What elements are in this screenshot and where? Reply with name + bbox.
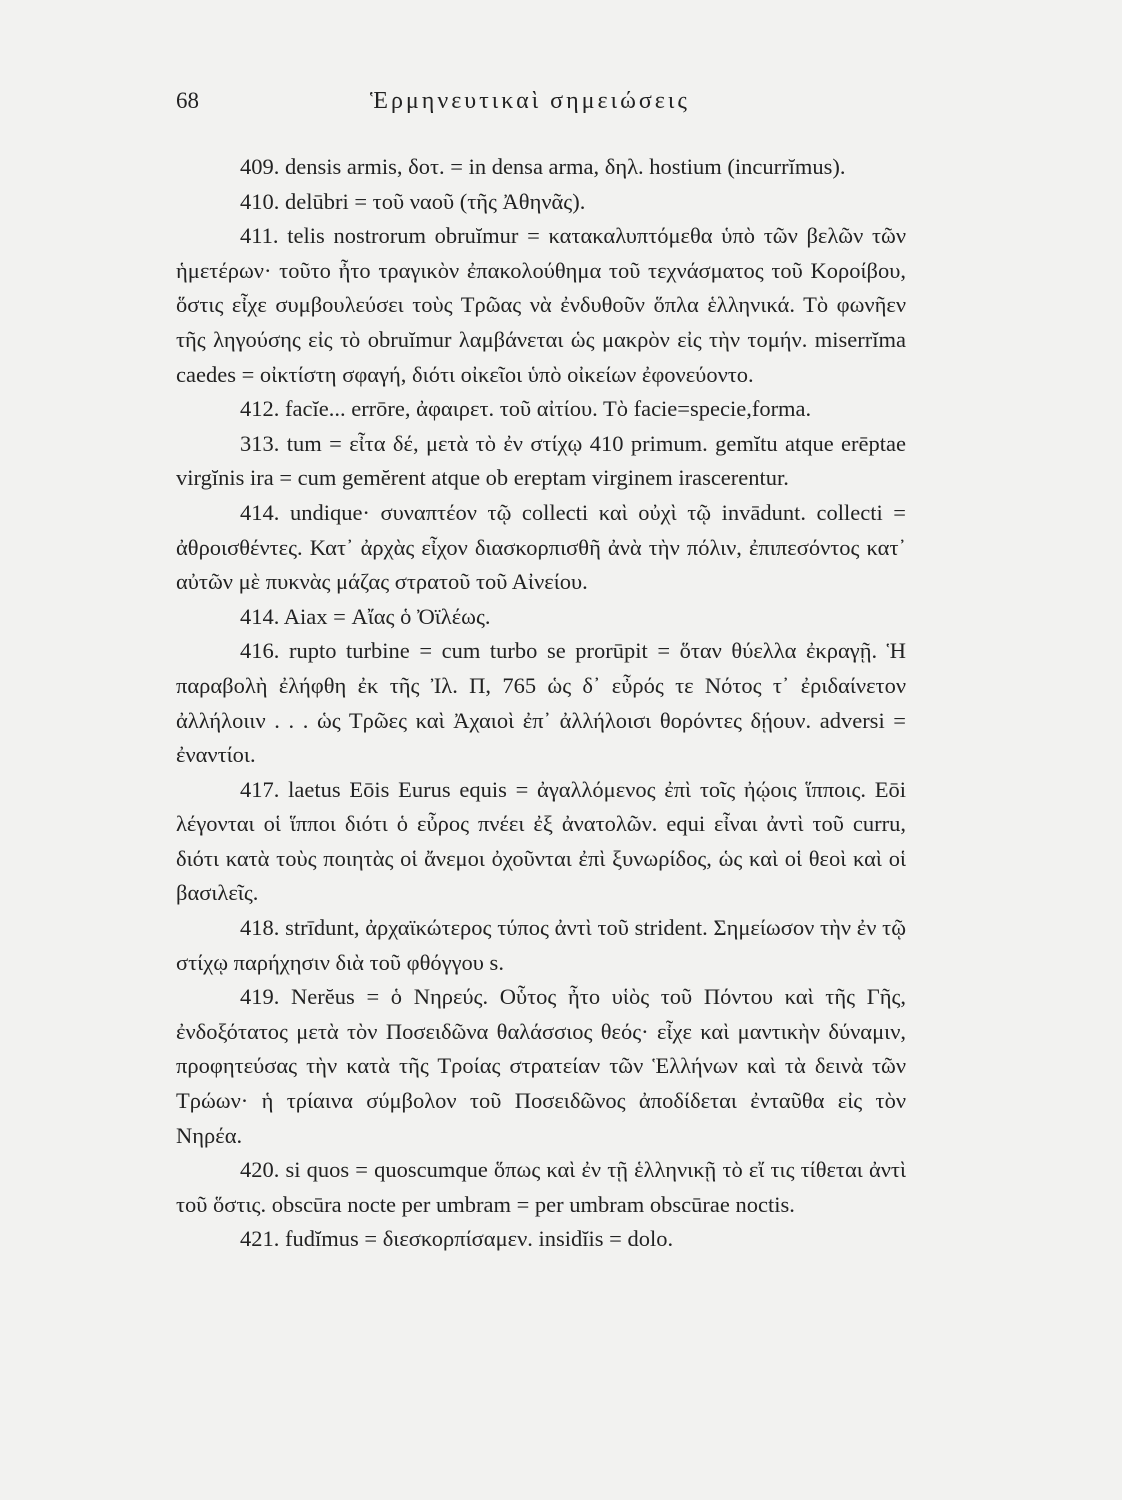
note-text: strīdunt, ἀρχαϊκώτερος τύπος ἀντὶ τοῦ strident. Σημείωσον τὴν ἐν τῷ στίχῳ παρήχησιν διὰ τοῦ φθόγγου s. — [176, 915, 907, 975]
note-419 — [176, 980, 906, 1153]
note-number: 419. — [240, 984, 280, 1010]
note-number: 412. — [240, 396, 280, 422]
note-421 — [176, 1222, 906, 1257]
running-head — [176, 88, 896, 118]
note-410 — [176, 185, 906, 220]
note-text: delūbri = τοῦ ναοῦ (τῆς Ἀθηνᾶς). — [285, 188, 586, 214]
note-number: 411. — [240, 223, 279, 249]
note-text: si quos = quoscumque ὅπως καὶ ἐν τῇ ἑλληνικῇ τὸ εἴ τις τίθεται ἀντὶ τοῦ ὅστις. obscūra nocte per umbram = per umbram obscūrae noctis. — [176, 1157, 906, 1217]
page-number: 68 — [176, 88, 199, 113]
note-text: Aiax = Αἴας ὁ Ὀϊλέως. — [283, 603, 491, 629]
note-420 — [176, 1153, 906, 1222]
note-number: 414. — [240, 603, 280, 629]
note-418 — [176, 911, 906, 980]
note-text: laetus Eōis Eurus equis = ἀγαλλόμενος ἐπὶ τοῖς ἠῴοις ἵπποις. Eōi λέγονται οἱ ἵπποι διότι ὁ εὖρος πνέει ἐξ ἀνατολῶν. equi εἶναι ἀντὶ τοῦ curru, διότι κατὰ τοὺς ποιητὰς οἱ ἄνεμοι ὀχοῦνται ἐπὶ ξυνωρίδος, ὡς καὶ οἱ θεοὶ καὶ οἱ βασιλεῖς. — [176, 776, 907, 906]
note-text: telis nostrorum obruĭmur = κατακαλυπτόμεθα ὑπὸ τῶν βελῶν τῶν ἡμετέρων· τοῦτο ἦτο τραγικὸν ἐπακολούθημα τοῦ τεχνάσματος τοῦ Κοροίβου, ὅστις εἶχε συμβουλεύσει τοὺς Τρῶας νὰ ἐνδυθοῦν ὅπλα ἑλληνικά. Τὸ φωνῆεν τῆς ληγούσης εἰς τὸ obruĭmur λαμβάνεται ὡς μακρὸν εἰς τὴν τομήν. miserrĭma caedes = οἰκτίστη σφαγή, διότι οἰκεῖοι ὑπὸ οἰκείων ἐφονεύοντο. — [176, 223, 906, 387]
note-text: tum = εἶτα δέ, μετὰ τὸ ἐν στίχῳ 410 primum. gemĭtu atque erēptae virgĭnis ira = cum gemĕrent atque ob ereptam virginem irascerentur. — [176, 430, 906, 491]
note-417 — [176, 773, 906, 911]
note-text: facĭe... errōre, ἀφαιρετ. τοῦ αἰτίου. Τὸ facie=specie,forma. — [285, 396, 812, 422]
note-number: 420. — [240, 1157, 280, 1183]
note-text: rupto turbine = cum turbo se prorūpit = ὅταν θύελλα ἐκραγῇ. Ἡ παραβολὴ ἐλήφθη ἐκ τῆς Ἰλ. Π, 765 ὡς δ᾽ εὖρός τε Νότος τ᾽ ἐριδαίνετον ἀλλήλοιιν . . . ὡς Τρῶες καὶ Ἀχαιοὶ ἐπ᾽ ἀλλήλοισι θορόντες δῄουν. adversi = ἐναντίοι. — [176, 638, 907, 768]
page-title: Ἑρμηνευτικαὶ σημειώσεις — [370, 88, 690, 114]
note-313 — [176, 427, 906, 496]
note-414b — [176, 600, 906, 635]
note-416 — [176, 634, 906, 772]
note-text: densis armis, δοτ. = in densa arma, δηλ. hostium (incurrĭmus). — [285, 154, 846, 179]
note-number: 421. — [240, 1226, 280, 1252]
notes-body — [176, 150, 906, 1257]
note-text: Nerĕus = ὁ Νηρεύς. Οὗτος ἦτο υἱὸς τοῦ Πόντου καὶ τῆς Γῆς, ἐνδοξότατος μετὰ τὸν Ποσειδῶνα θαλάσσιος θεός· εἶχε καὶ μαντικὴν δύναμιν, προφητεύσας τὴν κατὰ τῆς Τροίας στρατείαν τῶν Ἑλλήνων καὶ τὰ δεινὰ τῶν Τρώων· ἡ τρίαινα σύμβολον τοῦ Ποσειδῶνος ἀποδίδεται ἐνταῦθα εἰς τὸν Νηρέα. — [176, 984, 906, 1148]
note-number: 417. — [240, 776, 280, 802]
note-number: 313. — [240, 430, 280, 456]
note-409 — [176, 150, 906, 185]
note-number: 414. — [240, 499, 280, 525]
note-number: 410. — [240, 188, 280, 214]
note-number: 416. — [240, 638, 280, 664]
note-number: 418. — [240, 915, 280, 941]
note-411 — [176, 219, 906, 392]
note-number: 409. — [240, 154, 280, 179]
note-412 — [176, 392, 906, 427]
note-414a — [176, 496, 906, 600]
note-text: fudĭmus = διεσκορπίσαμεν. insidĭis = dolo. — [285, 1226, 674, 1252]
note-text: undique· συναπτέον τῷ collecti καὶ οὐχὶ τῷ invādunt. collecti = ἀθροισθέντες. Κατ᾽ ἀρχὰς εἶχον διασκορπισθῆ ἀνὰ τὴν πόλιν, ἐπιπεσόντος κατ᾽ αὐτῶν μὲ πυκνὰς μάζας στρατοῦ τοῦ Αἰνείου. — [176, 499, 906, 595]
